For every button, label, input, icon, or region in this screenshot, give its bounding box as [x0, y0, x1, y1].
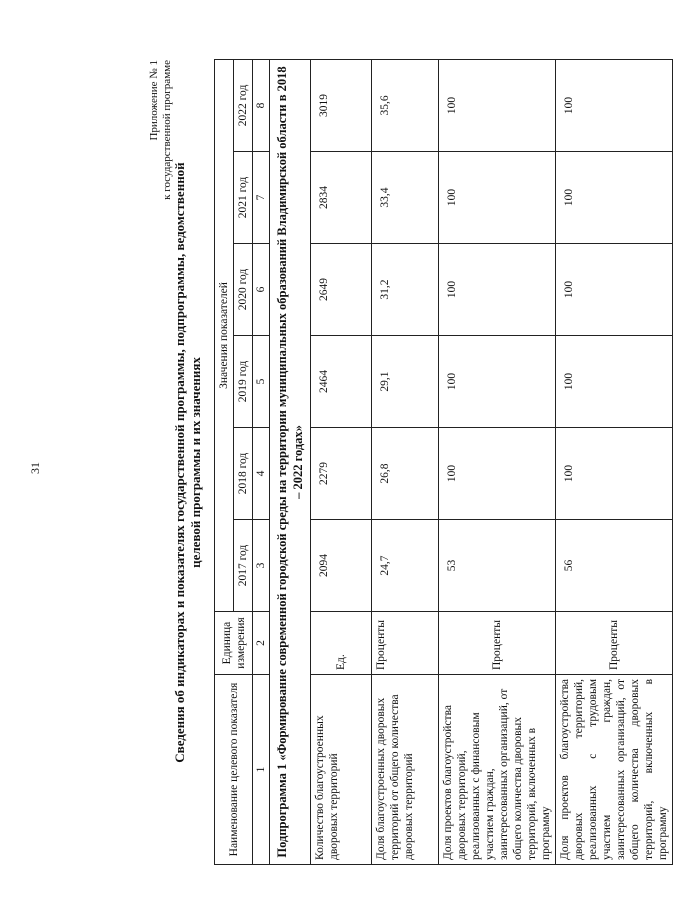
header-row-1	[215, 59, 234, 864]
indicator-value: 100	[439, 59, 556, 151]
indicator-value: 53	[439, 520, 556, 612]
header-year: 2018 год	[234, 428, 253, 520]
header-unit: Единица измерения	[215, 612, 253, 675]
indicator-name: Доля проектов благоустройства дворовых территорий, реализованных с трудовым участием граждан, заинтересованных организаций, от общего количества дворовых территорий, включенных в программу	[556, 675, 673, 865]
document-title	[172, 60, 204, 865]
indicator-value: 3019	[311, 59, 372, 151]
subprogram-title: Подпрограмма 1 «Формирование современной городской среды на территории муниципальных образований Владимирской области в 2018 – 2022 годах»	[270, 59, 311, 864]
header-year: 2017 год	[234, 520, 253, 612]
page-number: 31	[28, 462, 42, 474]
indicator-value: 100	[556, 152, 673, 244]
indicator-value: 2649	[311, 244, 372, 336]
column-number: 4	[253, 428, 270, 520]
header-year: 2019 год	[234, 336, 253, 428]
indicator-value: 2279	[311, 428, 372, 520]
indicator-unit: Проценты	[439, 612, 556, 675]
indicator-value: 100	[556, 428, 673, 520]
indicator-value: 100	[556, 244, 673, 336]
indicator-value: 100	[439, 152, 556, 244]
rotated-page-content	[148, 60, 669, 865]
indicator-value: 24,7	[372, 520, 439, 612]
indicator-name: Количество благоустроенных дворовых территорий	[311, 675, 372, 865]
indicator-value: 56	[556, 520, 673, 612]
indicator-unit: Проценты	[372, 612, 439, 675]
indicator-value: 100	[556, 336, 673, 428]
indicator-value: 2834	[311, 152, 372, 244]
indicator-value: 35,6	[372, 59, 439, 151]
indicator-value: 26,8	[372, 428, 439, 520]
header-year: 2022 год	[234, 59, 253, 151]
table-row	[311, 59, 372, 864]
column-number: 8	[253, 59, 270, 151]
column-number: 6	[253, 244, 270, 336]
column-number: 5	[253, 336, 270, 428]
appendix-line-1: Приложение № 1	[148, 60, 160, 141]
indicator-value: 100	[439, 244, 556, 336]
indicator-value: 100	[439, 428, 556, 520]
indicator-name: Доля проектов благоустройства дворовых территорий, реализованных с финансовым участием граждан, заинтересованных организаций, от общего количества дворовых территорий, включенных в программу	[439, 675, 556, 865]
subprogram-row	[270, 59, 311, 864]
title-line-1: Сведения об индикаторах и показателях государственной программы, подпрограммы, ведомственной	[172, 162, 187, 763]
indicator-unit: Проценты	[556, 612, 673, 675]
table-row	[556, 59, 673, 864]
header-year: 2021 год	[234, 152, 253, 244]
indicator-value: 31,2	[372, 244, 439, 336]
header-year: 2020 год	[234, 244, 253, 336]
column-number-row	[253, 59, 270, 864]
column-number: 2	[253, 612, 270, 675]
header-indicator-name: Наименование целевого показателя	[215, 675, 253, 865]
indicator-name: Доля благоустроенных дворовых территорий от общего количества дворовых территорий	[372, 675, 439, 865]
header-values-group: Значения показателей	[215, 59, 234, 611]
column-number: 7	[253, 152, 270, 244]
indicator-value: 100	[556, 59, 673, 151]
title-line-2: целевой программы и их значениях	[188, 357, 203, 568]
indicator-value: 33,4	[372, 152, 439, 244]
table-row	[372, 59, 439, 864]
column-number: 1	[253, 675, 270, 865]
indicator-unit: Ед.	[311, 612, 372, 675]
appendix-line-2: к государственной программе	[161, 60, 173, 200]
table-row	[439, 59, 556, 864]
appendix-label	[148, 60, 174, 200]
indicator-value: 2094	[311, 520, 372, 612]
column-number: 3	[253, 520, 270, 612]
indicators-table	[214, 59, 673, 865]
indicator-value: 100	[439, 336, 556, 428]
indicator-value: 2464	[311, 336, 372, 428]
indicator-value: 29,1	[372, 336, 439, 428]
